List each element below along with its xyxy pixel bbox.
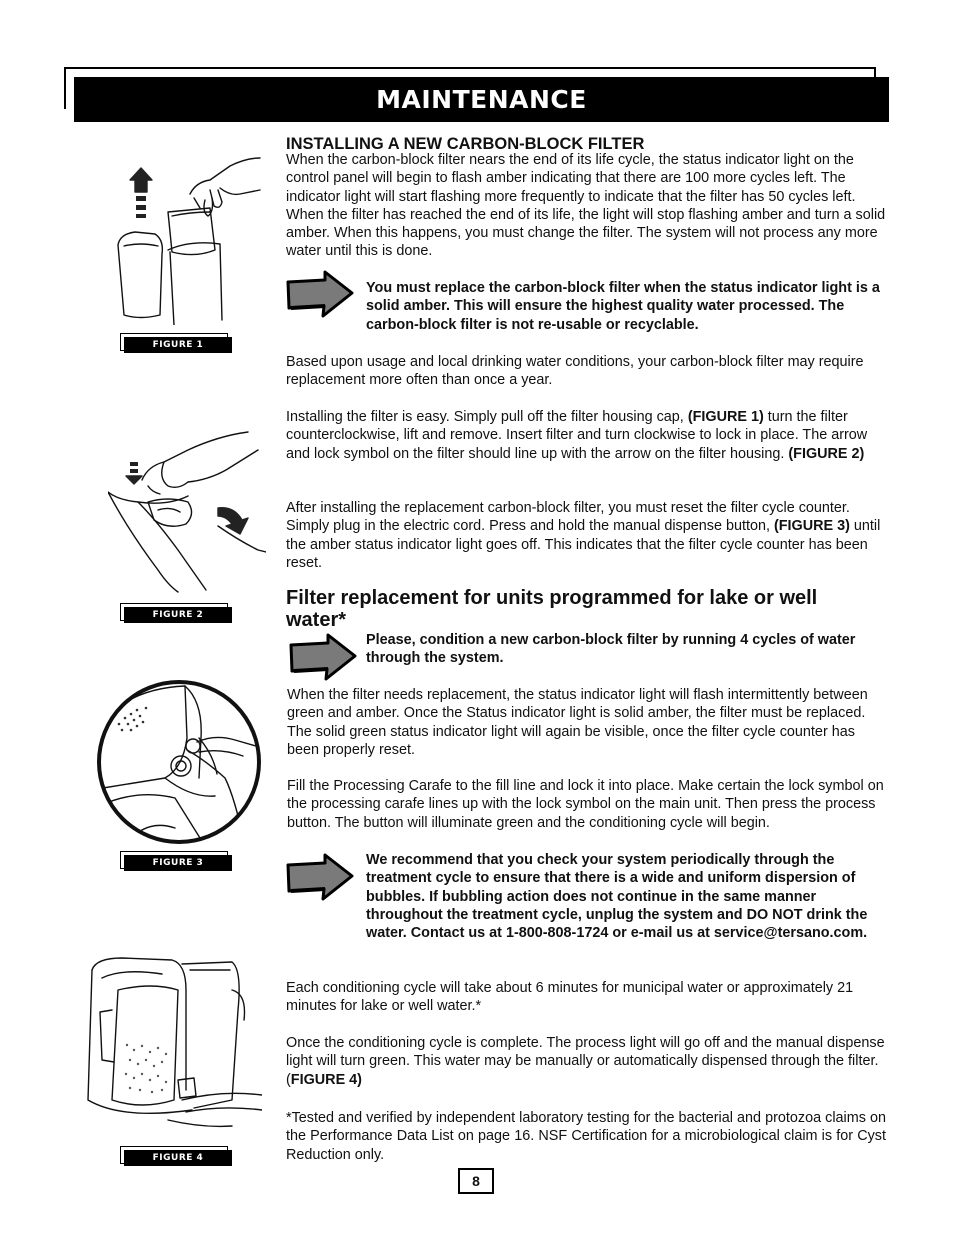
figure3-label bbox=[120, 851, 230, 871]
figure3-ref: (FIGURE 3) bbox=[773, 518, 850, 535]
figure4-label-text: FIGURE 4 bbox=[124, 1150, 232, 1166]
install-text-c: turn the filter counterclockwise, lift and remove. Insert filter and turn clockwise to lock in place. The arrow and lock symbol on the filter should line up with the arrow on the filter housing. bbox=[286, 409, 868, 462]
note-check-bubbles: We recommend that you check your system periodically through the treatment cycle to ensure that there is a wide and uniform dispersion of bubbles. If bubbling action does not continue in the same manner throughout the treatment cycle, unplug the system and DO NOT drink the water. Contact us at 1-800-808-1724 or e-mail us at service@tersano.com. bbox=[366, 852, 868, 942]
figure4-illustration bbox=[82, 950, 262, 1142]
arrow-icon bbox=[285, 853, 355, 903]
reset-text-a: After installing the replacement carbon-block filter, you must reset the filter cycle counter. Simply plug in the electric cord. Press and hold the manual dispense button, bbox=[286, 500, 850, 535]
cycle-paragraph: Each conditioning cycle will take about 6 minutes for municipal water or approximately 21 minutes for lake or well water.* bbox=[286, 980, 854, 1015]
install-paragraph bbox=[286, 408, 886, 463]
figure4-ref: FIGURE 4) bbox=[290, 1071, 362, 1088]
section-heading-lake-well: Filter replacement for units programmed for lake or well water* bbox=[286, 587, 818, 631]
figure2-illustration bbox=[108, 430, 266, 595]
arrow-icon bbox=[285, 270, 355, 320]
complete-text-a: Once the conditioning cycle is complete. The process light will go off and the manual dispense light will turn green. This water may be manually or automatically dispensed through the filter. ( bbox=[286, 1035, 885, 1088]
intro-paragraph: When the carbon-block filter nears the end of its life cycle, the status indicator light on the control panel will begin to flash amber indicating that there are 100 more cycles left. The indicator light will start flashing more frequently to indicate that the filter has 50 cycles left. When the filter has reached the end of its life, the light will stop flashing amber and turn a solid amber. When this happens, you must change the filter. The system will not process any more water until this is done. bbox=[286, 152, 886, 260]
usage-paragraph: Based upon usage and local drinking water conditions, your carbon-block filter may require replacement more often than once a year. bbox=[286, 354, 864, 389]
fill-paragraph: Fill the Processing Carafe to the fill line and lock it into place. Make certain the lock symbol on the processing carafe lines up with the lock symbol on the main unit. Then press the process button. The button will illuminate green and the conditioning cycle will begin. bbox=[287, 778, 884, 831]
arrow-icon bbox=[288, 633, 358, 683]
figure2-ref: (FIGURE 2) bbox=[788, 445, 865, 462]
note-condition-filter: Please, condition a new carbon-block filter by running 4 cycles of water through the system. bbox=[366, 632, 856, 667]
figure2-label-text: FIGURE 2 bbox=[124, 607, 232, 623]
footnote-paragraph: *Tested and verified by independent laboratory testing for the bacterial and protozoa claims on the Performance Data List on page 16. NSF Certification for a microbiological claim is for Cyst Reduction only. bbox=[286, 1110, 886, 1163]
figure2-label bbox=[120, 603, 230, 623]
page-title: MAINTENANCE bbox=[376, 85, 587, 114]
note-replace-filter: You must replace the carbon-block filter when the status indicator light is a solid amber. This will ensure the highest quality water processed. The carbon-block filter is not re-usable or recyclable. bbox=[366, 280, 880, 333]
figure4-label bbox=[120, 1146, 230, 1166]
flash-paragraph: When the filter needs replacement, the status indicator light will flash intermittently between green and amber. Once the Status indicator light is solid amber, the filter must be replaced. The solid green status indicator light will again be visible, once the filter cycle counter has been properly reset. bbox=[287, 687, 868, 758]
figure1-illustration bbox=[110, 150, 265, 325]
reset-paragraph bbox=[286, 499, 886, 572]
install-text-a: Installing the filter is easy. Simply pull off the filter housing cap, bbox=[286, 409, 688, 425]
figure1-label-text: FIGURE 1 bbox=[124, 337, 232, 353]
page-number: 8 bbox=[458, 1168, 494, 1194]
section-heading-install: INSTALLING A NEW CARBON-BLOCK FILTER bbox=[286, 135, 645, 153]
figure3-illustration bbox=[95, 678, 263, 846]
title-bar bbox=[74, 77, 889, 122]
figure3-label-text: FIGURE 3 bbox=[124, 855, 232, 871]
reset-text-c: until the amber status indicator light goes off. This indicates that the filter cycle counter has been reset. bbox=[286, 518, 881, 571]
complete-paragraph bbox=[286, 1034, 886, 1089]
figure1-ref: (FIGURE 1) bbox=[687, 409, 764, 425]
figure1-label bbox=[120, 333, 230, 353]
